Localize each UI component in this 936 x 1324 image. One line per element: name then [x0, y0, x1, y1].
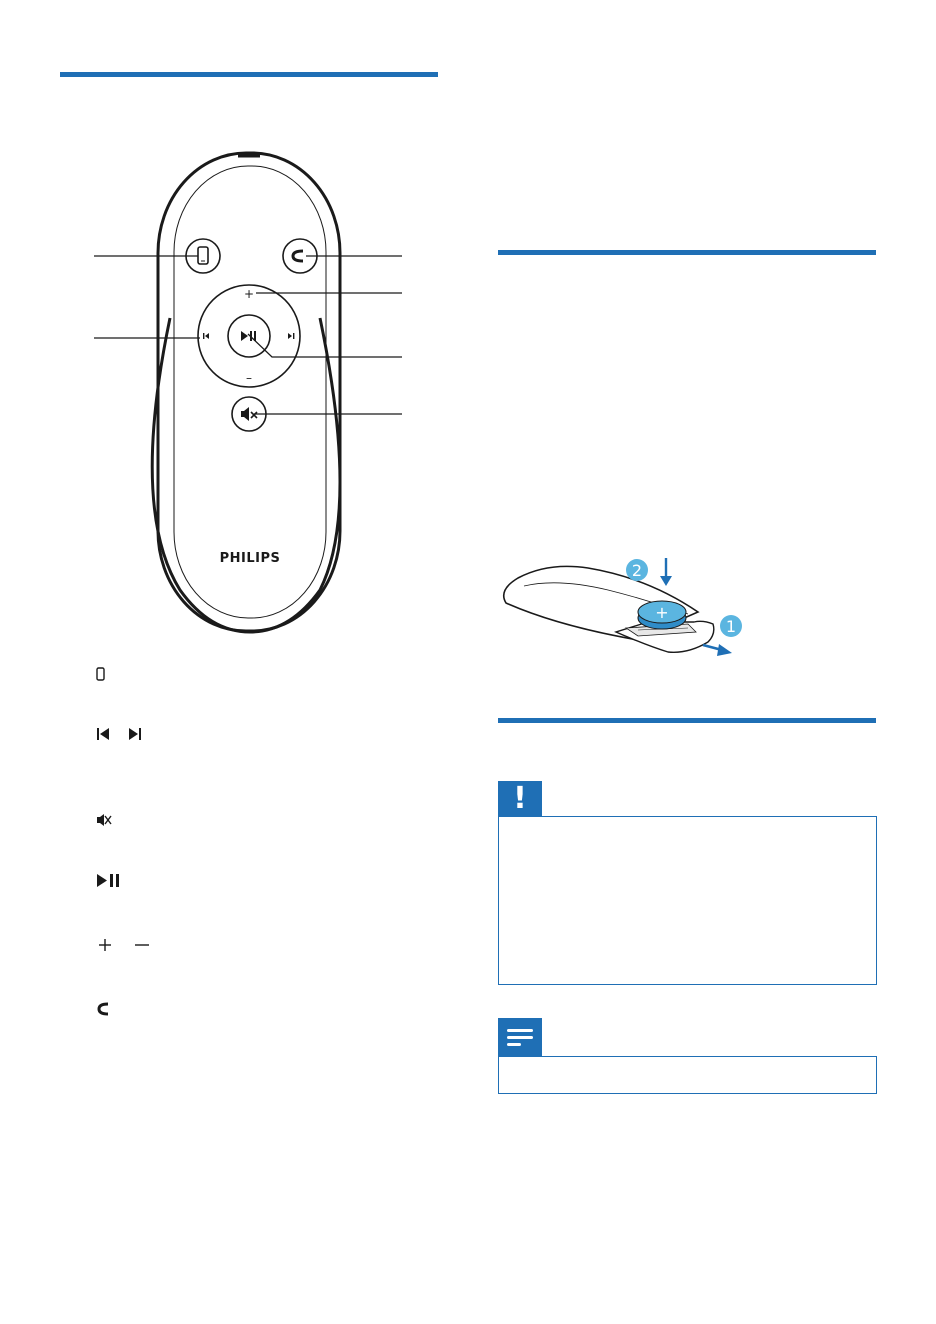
step2-number: 2 — [631, 561, 643, 580]
battery-plus-mark: + — [655, 603, 669, 622]
legend-volume-plus-minus-icon — [92, 934, 152, 956]
note-box — [498, 1056, 877, 1094]
brand-logo: PHILIPS — [219, 551, 281, 566]
legend-source-icon — [92, 998, 152, 1020]
remote-control-illustration — [60, 150, 420, 640]
volume-down-glyph: – — [246, 371, 252, 385]
caution-icon — [498, 781, 542, 817]
battery-replacement-illustration — [498, 548, 758, 668]
section-rule-battery — [498, 250, 876, 255]
volume-up-glyph: + — [243, 287, 255, 301]
note-icon — [498, 1018, 542, 1056]
section-rule-notes — [498, 718, 876, 723]
section-rule-remote — [60, 72, 438, 77]
step1-number: 1 — [725, 617, 737, 636]
play-pause-button — [228, 315, 270, 357]
caution-box — [498, 816, 877, 985]
legend-play-pause-icon — [92, 870, 152, 892]
right-arrow — [717, 644, 732, 656]
legend-phone-icon — [92, 664, 152, 686]
legend-mute-icon — [92, 810, 152, 832]
caution-glyph: ! — [513, 781, 527, 816]
down-arrow — [660, 576, 672, 586]
legend-previous-next-icon — [92, 724, 152, 746]
